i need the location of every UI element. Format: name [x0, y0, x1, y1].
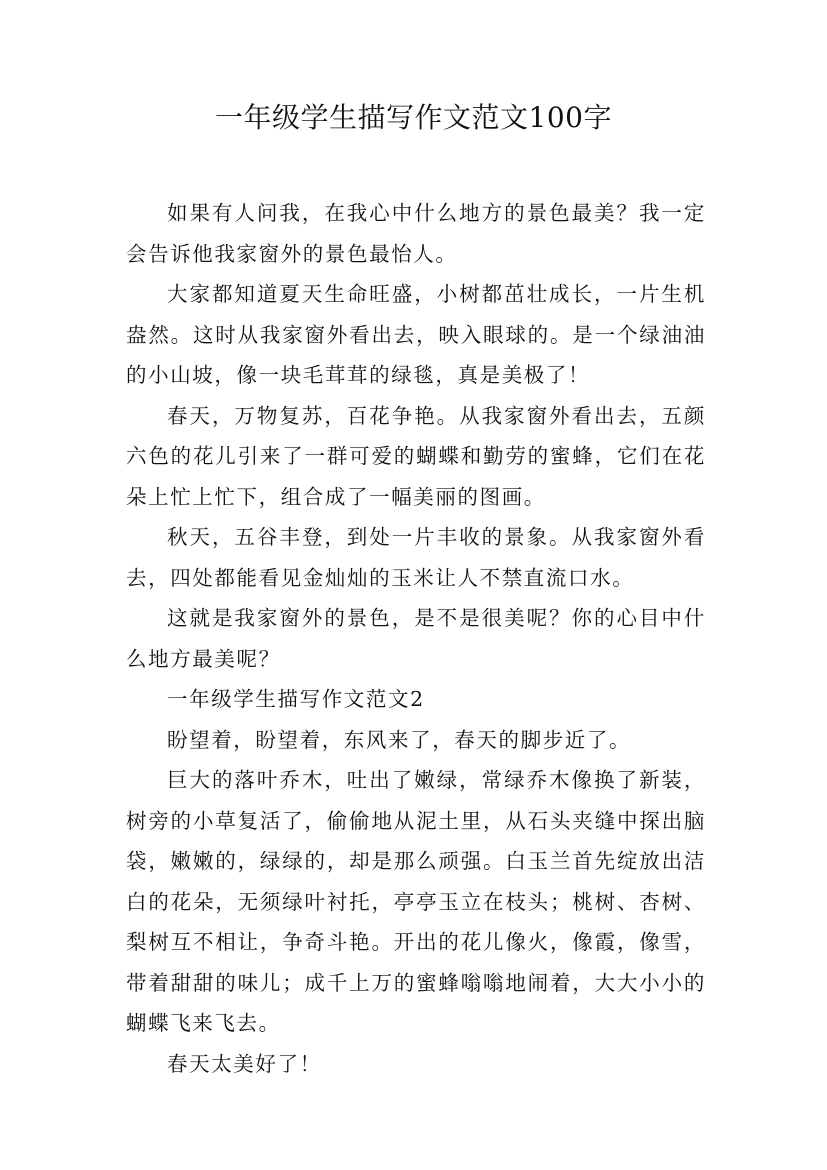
paragraph-6: 盼望着，盼望着，东风来了，春天的脚步近了。: [167, 727, 632, 752]
paragraph-1: 如果有人问我，在我心中什么地方的景色最美？我一定会告诉他我家窗外的景色最怡人。: [126, 201, 706, 266]
paragraph-5: 这就是我家窗外的景色，是不是很美呢？你的心目中什么地方最美呢？: [126, 606, 706, 671]
paragraph-7: 巨大的落叶乔木，吐出了嫩绿，常绿乔木像换了新装，树旁的小草复活了，偷偷地从泥土里，从石头夹缝中探出脑袋，嫩嫩的，绿绿的，却是那么顽强。白玉兰首先绽放出洁白的花朵，无须绿叶衬托，亭亭玉立在枝头；桃树、杏树、梨树互不相让，争奇斗艳。开出的花儿像火，像霞，像雪，带着甜甜的味儿；成千上万的蜜蜂嗡嗡地闹着，大大小小的蝴蝶飞来飞去。: [126, 768, 706, 1035]
section-heading-2: 一年级学生描写作文范文2: [167, 687, 425, 711]
paragraph-2: 大家都知道夏天生命旺盛，小树都茁壮成长，一片生机盎然。这时从我家窗外看出去，映入眼球的。是一个绿油油的小山坡，像一块毛茸茸的绿毯，真是美极了！: [126, 282, 706, 387]
document-body: [126, 193, 706, 1084]
paragraph-4: 秋天，五谷丰登，到处一片丰收的景象。从我家窗外看去，四处都能看见金灿灿的玉米让人不禁直流口水。: [126, 525, 706, 590]
paragraph-3: 春天，万物复苏，百花争艳。从我家窗外看出去，五颜六色的花儿引来了一群可爱的蝴蝶和勤劳的蜜蜂，它们在花朵上忙上忙下，组合成了一幅美丽的图画。: [126, 403, 706, 509]
paragraph-8: 春天太美好了！: [167, 1051, 322, 1076]
document-title: 一年级学生描写作文范文100字: [215, 101, 612, 134]
